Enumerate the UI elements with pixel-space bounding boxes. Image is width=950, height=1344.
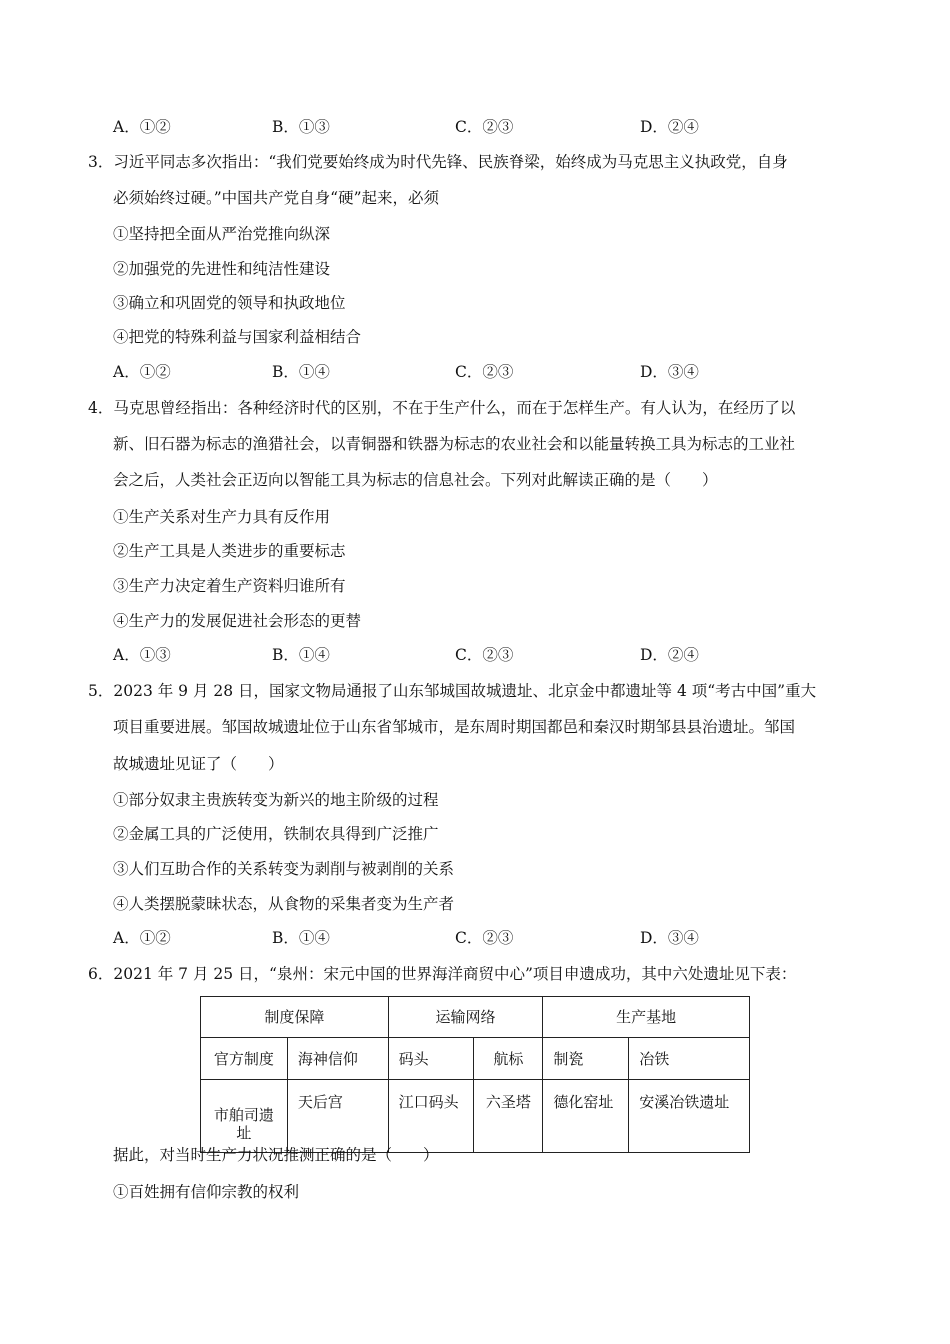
q5-stem-line-3: 故城遗址见证了（ ） xyxy=(113,755,284,773)
q3-item-3: ③确立和巩固党的领导和执政地位 xyxy=(113,294,346,312)
table-subheader: 制瓷 xyxy=(543,1038,629,1080)
table-subheader: 航标 xyxy=(474,1038,543,1080)
table-group-header: 运输网络 xyxy=(388,997,543,1038)
table-row xyxy=(201,1080,750,1153)
q5-stem-line-1: 5．2023 年 9 月 28 日，国家文物局通报了山东邹城国故城遗址、北京金中都遗址等 4 项“考古中国”重大 xyxy=(88,682,817,700)
q4-option-b[interactable]: B．①④ xyxy=(272,646,330,664)
q4-option-d[interactable]: D．②④ xyxy=(640,646,699,664)
q5-option-d[interactable]: D．③④ xyxy=(640,929,699,947)
q2-option-c[interactable]: C．②③ xyxy=(455,118,514,136)
q3-item-4: ④把党的特殊利益与国家利益相结合 xyxy=(113,328,362,346)
table-header-row xyxy=(201,997,750,1038)
table-cell: 安溪冶铁遗址 xyxy=(629,1080,750,1153)
q6-item-1: ①百姓拥有信仰宗教的权利 xyxy=(113,1183,300,1201)
q4-item-4: ④生产力的发展促进社会形态的更替 xyxy=(113,612,362,630)
q5-item-4: ④人类摆脱蒙昧状态，从食物的采集者变为生产者 xyxy=(113,895,455,913)
q5-stem-line-2: 项目重要进展。邹国故城遗址位于山东省邹城市，是东周时期国都邑和秦汉时期邹县县治遗址。邹国 xyxy=(113,718,796,736)
q5-item-1: ①部分奴隶主贵族转变为新兴的地主阶级的过程 xyxy=(113,791,439,809)
q4-option-c[interactable]: C．②③ xyxy=(455,646,514,664)
q6-question-line: 据此，对当时生产力状况推测正确的是（ ） xyxy=(113,1146,439,1164)
q3-option-c[interactable]: C．②③ xyxy=(455,363,514,381)
q4-item-3: ③生产力决定着生产资料归谁所有 xyxy=(113,577,346,595)
q4-stem-line-1: 4．马克思曾经指出：各种经济时代的区别，不在于生产什么，而在于怎样生产。有人认为，在经历了以 xyxy=(88,399,796,417)
q3-option-d[interactable]: D．③④ xyxy=(640,363,699,381)
q5-option-c[interactable]: C．②③ xyxy=(455,929,514,947)
table-cell: 六圣塔 xyxy=(474,1080,543,1153)
q3-item-1: ①坚持把全面从严治党推向纵深 xyxy=(113,225,331,243)
table-subheader: 码头 xyxy=(388,1038,474,1080)
table-subheader: 官方制度 xyxy=(201,1038,288,1080)
heritage-sites-table xyxy=(200,996,750,1153)
table-subheader-row xyxy=(201,1038,750,1080)
q3-stem-line-1: 3．习近平同志多次指出：“我们党要始终成为时代先锋、民族脊梁，始终成为马克思主义执政党，自身 xyxy=(88,153,788,171)
table-subheader: 海神信仰 xyxy=(287,1038,388,1080)
q3-option-b[interactable]: B．①④ xyxy=(272,363,330,381)
table-cell: 市舶司遗址 xyxy=(201,1080,288,1153)
q3-stem-line-2: 必须始终过硬。”中国共产党自身“硬”起来，必须 xyxy=(113,189,440,207)
table-cell: 德化窑址 xyxy=(543,1080,629,1153)
q2-option-a[interactable]: A．①② xyxy=(113,118,171,136)
table-cell: 江口码头 xyxy=(388,1080,474,1153)
q6-stem-line-1: 6．2021 年 7 月 25 日，“泉州：宋元中国的世界海洋商贸中心”项目申遗成功，其中六处遗址见下表： xyxy=(88,965,797,983)
q2-option-d[interactable]: D．②④ xyxy=(640,118,699,136)
q4-item-1: ①生产关系对生产力具有反作用 xyxy=(113,508,331,526)
table-subheader: 冶铁 xyxy=(629,1038,750,1080)
q2-option-b[interactable]: B．①③ xyxy=(272,118,330,136)
q3-item-2: ②加强党的先进性和纯洁性建设 xyxy=(113,260,331,278)
q4-option-a[interactable]: A．①③ xyxy=(113,646,171,664)
q4-stem-line-3: 会之后，人类社会正迈向以智能工具为标志的信息社会。下列对此解读正确的是（ ） xyxy=(113,471,718,489)
q5-option-a[interactable]: A．①② xyxy=(113,929,171,947)
q5-option-b[interactable]: B．①④ xyxy=(272,929,330,947)
table-group-header: 制度保障 xyxy=(201,997,389,1038)
table-group-header: 生产基地 xyxy=(543,997,750,1038)
q4-item-2: ②生产工具是人类进步的重要标志 xyxy=(113,542,346,560)
q4-stem-line-2: 新、旧石器为标志的渔猎社会，以青铜器和铁器为标志的农业社会和以能量转换工具为标志的工业社 xyxy=(113,435,796,453)
q5-item-2: ②金属工具的广泛使用，铁制农具得到广泛推广 xyxy=(113,825,439,843)
table-cell: 天后宫 xyxy=(287,1080,388,1153)
q5-item-3: ③人们互助合作的关系转变为剥削与被剥削的关系 xyxy=(113,860,455,878)
q3-option-a[interactable]: A．①② xyxy=(113,363,171,381)
